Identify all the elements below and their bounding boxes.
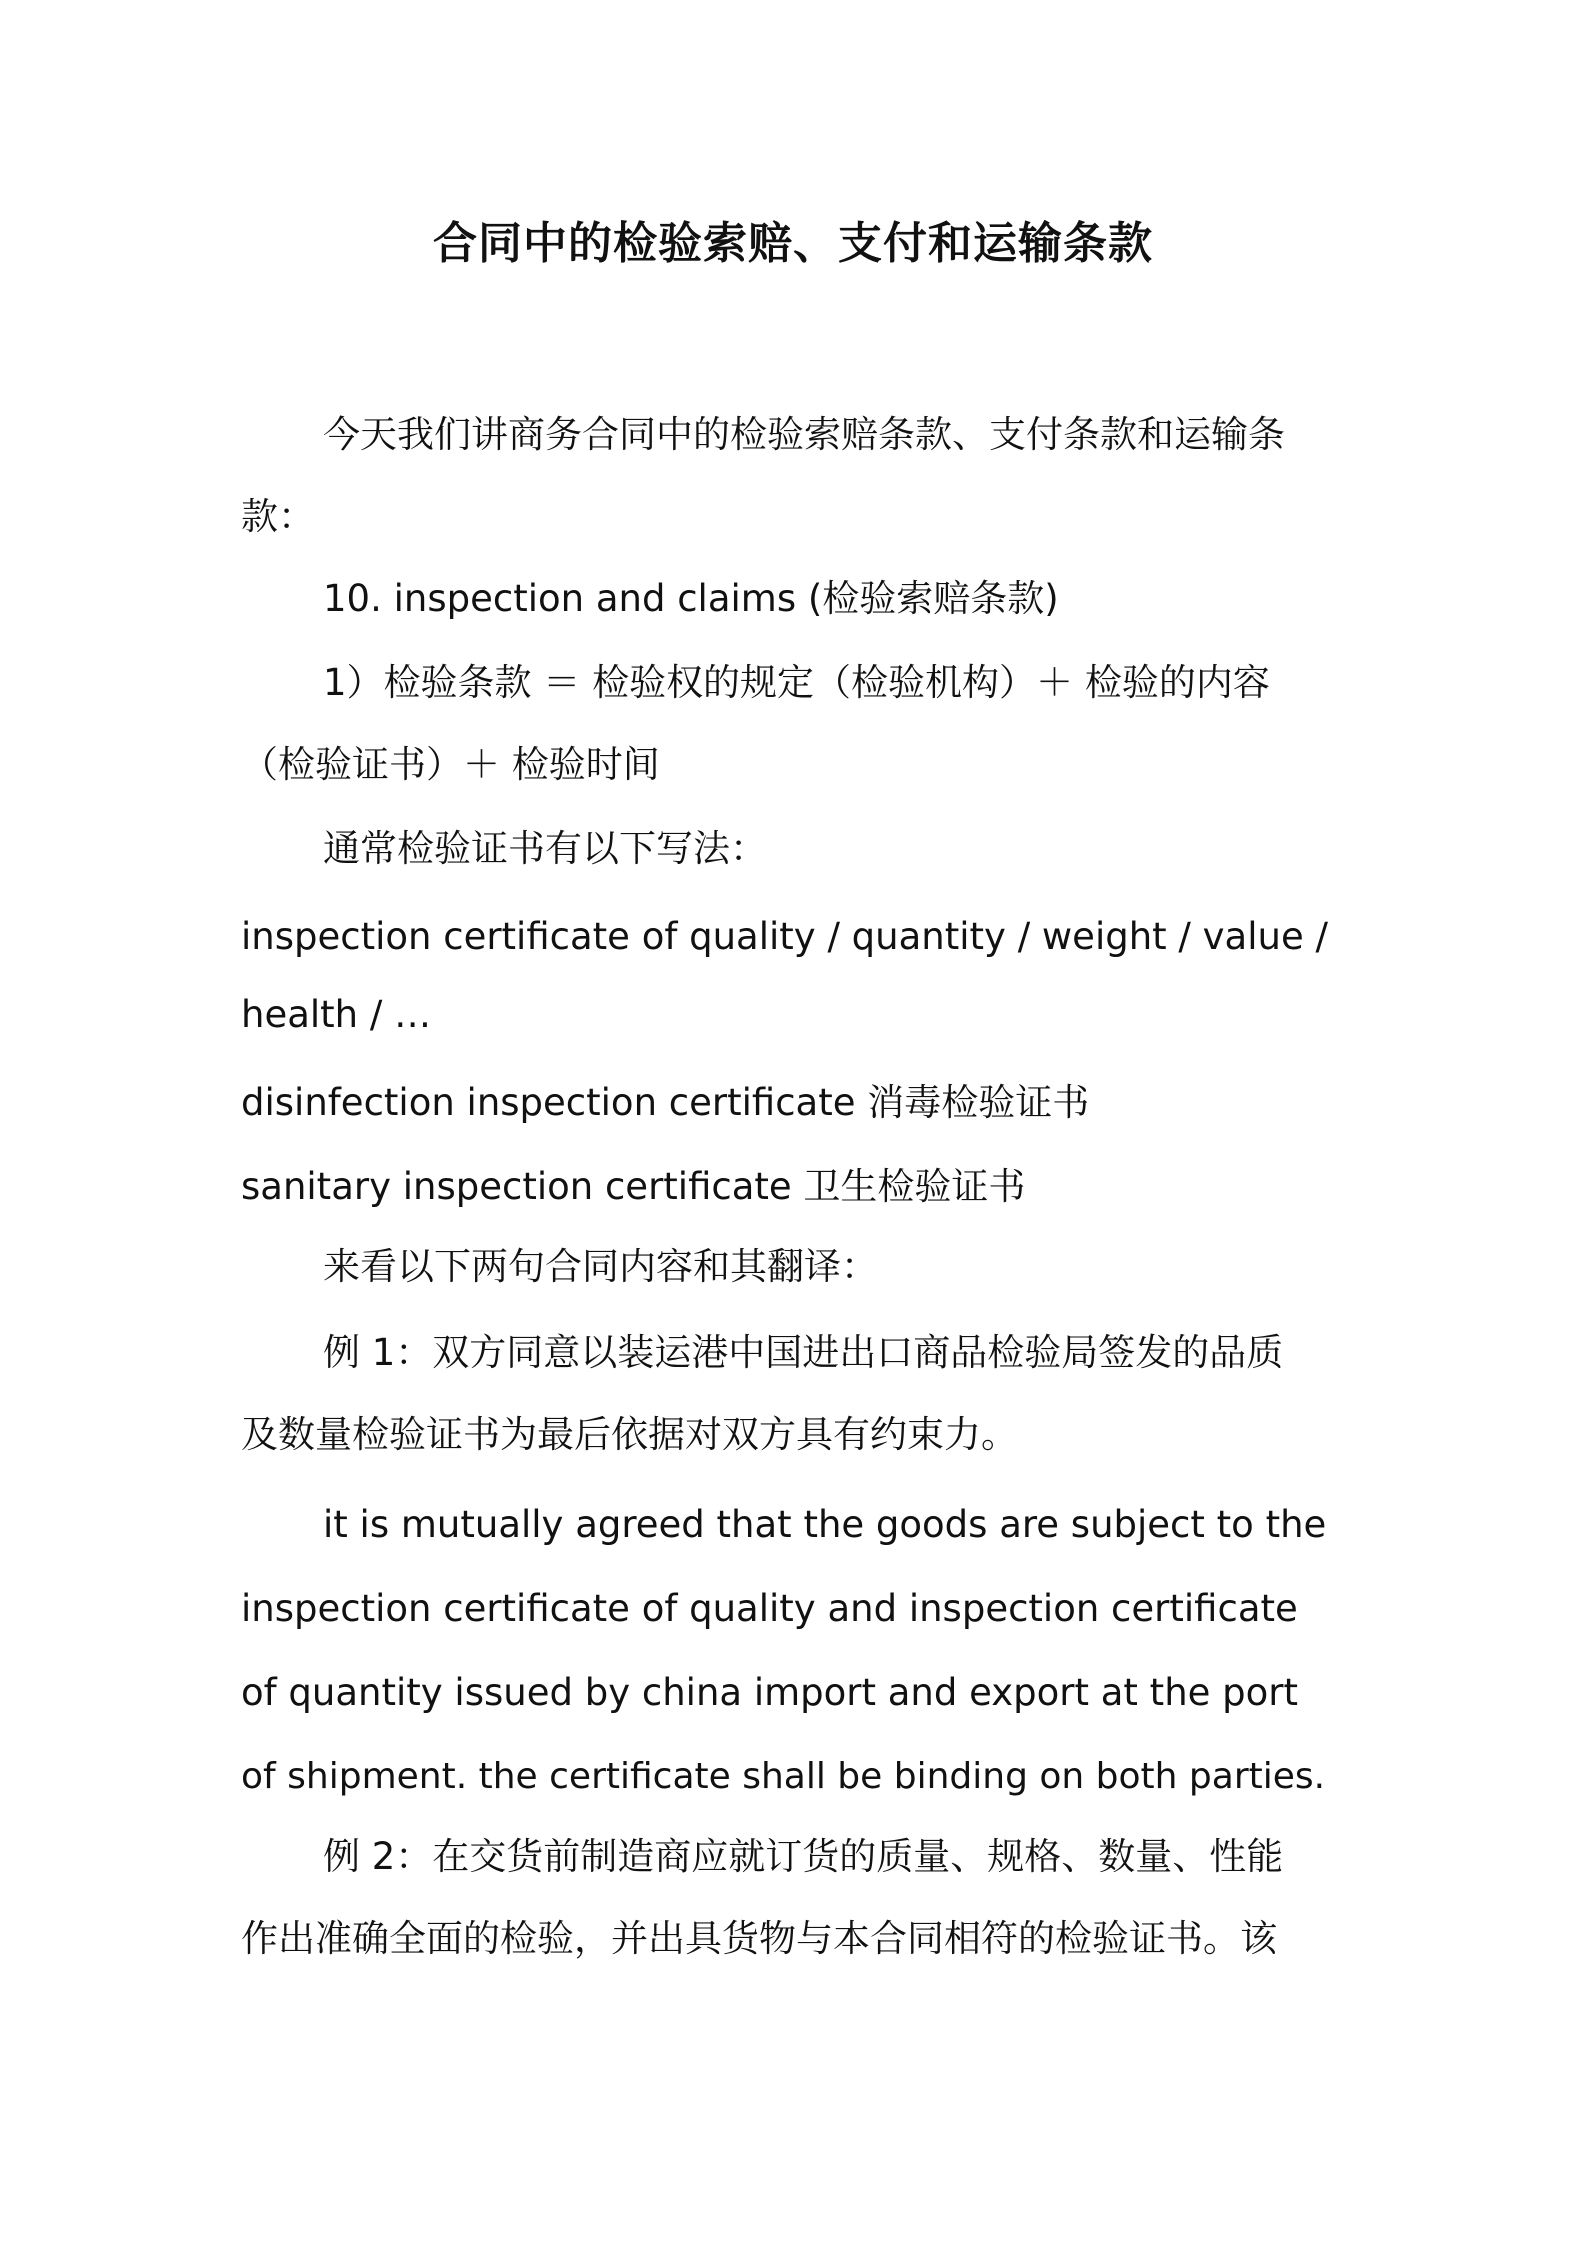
- section-heading-inspection-claims: 10. inspection and claims (检验索赔条款): [323, 577, 1059, 620]
- paragraph-example1-cn-line1: 例 1：双方同意以装运港中国进出口商品检验局签发的品质: [323, 1331, 1284, 1374]
- paragraph-example1-en-line2: inspection certificate of quality and inspection certificate: [241, 1587, 1298, 1630]
- paragraph-sanitary-certificate: sanitary inspection certificate 卫生检验证书: [241, 1165, 1026, 1208]
- paragraph-intro-line1: 今天我们讲商务合同中的检验索赔条款、支付条款和运输条: [323, 413, 1285, 456]
- paragraph-example2-cn-line2: 作出准确全面的检验，并出具货物与本合同相符的检验证书。该: [241, 1917, 1277, 1960]
- paragraph-certificate-types-line2: health / …: [241, 993, 432, 1036]
- paragraph-certificate-types-line1: inspection certificate of quality / quantity / weight / value /: [241, 915, 1328, 958]
- paragraph-inspection-formula-line1: 1）检验条款 ＝ 检验权的规定（检验机构）＋ 检验的内容: [323, 661, 1270, 704]
- paragraph-disinfection-certificate: disinfection inspection certificate 消毒检验证书: [241, 1081, 1090, 1124]
- paragraph-inspection-formula-line2: （检验证书）＋ 检验时间: [241, 743, 660, 786]
- paragraph-intro-line2: 款：: [241, 495, 315, 538]
- paragraph-example1-en-line1: it is mutually agreed that the goods are subject to the: [323, 1503, 1327, 1546]
- document-title: 合同中的检验索赔、支付和运输条款: [433, 218, 1153, 269]
- paragraph-example2-cn-line1: 例 2：在交货前制造商应就订货的质量、规格、数量、性能: [323, 1835, 1284, 1878]
- paragraph-certificate-intro: 通常检验证书有以下写法：: [323, 827, 767, 870]
- paragraph-examples-intro: 来看以下两句合同内容和其翻译：: [323, 1245, 878, 1288]
- paragraph-example1-en-line3: of quantity issued by china import and export at the port: [241, 1671, 1299, 1714]
- paragraph-example1-cn-line2: 及数量检验证书为最后依据对双方具有约束力。: [241, 1413, 1018, 1456]
- paragraph-example1-en-line4: of shipment. the certificate shall be binding on both parties.: [241, 1756, 1326, 1797]
